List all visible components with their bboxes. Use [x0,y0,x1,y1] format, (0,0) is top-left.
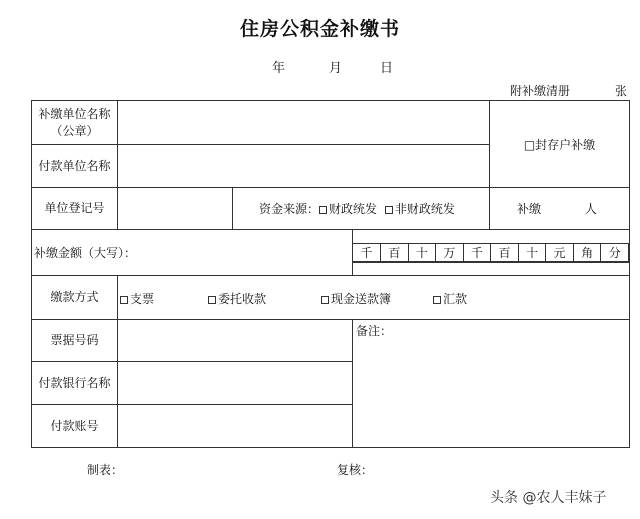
amount-digits[interactable] [353,230,630,276]
fund-fiscal-option[interactable]: 财政统发 [319,200,377,217]
account-no-label: 付款账号 [32,405,118,448]
date-day: 日 [380,61,394,76]
digit-unit-label: 万 [436,243,464,261]
method-cash-option[interactable]: 现金送款簿 [321,290,391,307]
date-month: 月 [329,61,343,76]
bill-no-field[interactable] [118,320,353,362]
checkbox-icon [208,296,216,304]
maker-label: 制表： [87,463,124,477]
date-year: 年 [272,61,286,76]
reg-no-field[interactable] [118,188,233,230]
checkbox-icon [319,206,327,214]
checkbox-icon [433,296,441,304]
digit-input-cell[interactable] [353,261,381,262]
payment-form [31,100,630,448]
digit-input-cell[interactable] [573,261,601,262]
checker-label: 复核： [337,463,374,477]
digit-unit-label: 百 [381,243,409,261]
method-collection-option[interactable]: 委托收款 [208,290,266,307]
digit-unit-label: 十 [408,243,436,261]
fund-source-cell [233,188,490,230]
method-remit-option[interactable]: 汇款 [433,290,467,307]
digit-input-cell[interactable] [408,261,436,262]
attachment-unit: 张 [615,84,628,98]
account-no-field[interactable] [118,405,353,448]
pay-method-options [118,276,630,320]
unit-name-field[interactable] [118,101,490,145]
digit-input-cell[interactable] [518,261,546,262]
seal-label: （公章） [50,123,99,138]
digit-input-cell[interactable] [491,261,519,262]
digit-unit-label: 千 [353,243,381,261]
digit-unit-label: 分 [601,243,629,261]
note-label: 备注： [356,324,393,338]
unit-name-label: 补缴单位名称 （公章） [32,101,118,145]
bank-name-label: 付款银行名称 [32,362,118,405]
persons-unit: 人 [584,202,597,216]
method-check-option[interactable]: 支票 [120,290,154,307]
bill-no-label: 票据号码 [32,320,118,362]
digit-unit-label: 千 [463,243,491,261]
digit-input-cell[interactable] [463,261,491,262]
checkbox-icon [385,206,393,214]
note-field[interactable] [353,320,630,448]
digit-input-cell[interactable] [546,261,574,262]
fund-nonfiscal-option[interactable]: 非财政统发 [385,200,455,217]
checkbox-icon [321,296,329,304]
digit-unit-label: 百 [491,243,519,261]
page-title: 住房公积金补缴书 [239,18,400,40]
payer-name-label: 付款单位名称 [32,145,118,188]
digit-unit-label: 元 [546,243,574,261]
reg-no-label: 单位登记号 [32,188,118,230]
fund-source-label: 资金来源： [259,202,320,216]
digit-input-cell[interactable] [601,261,629,262]
digit-input-cell[interactable] [436,261,464,262]
supplement-label: 补缴 [517,202,542,216]
checkbox-icon [120,296,128,304]
sealed-account-option[interactable]: □封存户补缴 [490,101,630,188]
bank-name-field[interactable] [118,362,353,405]
watermark: 头条 @农人丰妹子 [490,490,607,506]
supplement-persons-cell[interactable] [490,188,630,230]
attachment-label: 附补缴清册 [510,84,571,98]
pay-method-label: 缴款方式 [32,276,118,320]
digit-unit-label: 角 [573,243,601,261]
digit-unit-label: 十 [518,243,546,261]
payer-name-field[interactable] [118,145,490,188]
digit-input-cell[interactable] [381,261,409,262]
amount-label[interactable]: 补缴金额（大写）： [32,230,353,276]
